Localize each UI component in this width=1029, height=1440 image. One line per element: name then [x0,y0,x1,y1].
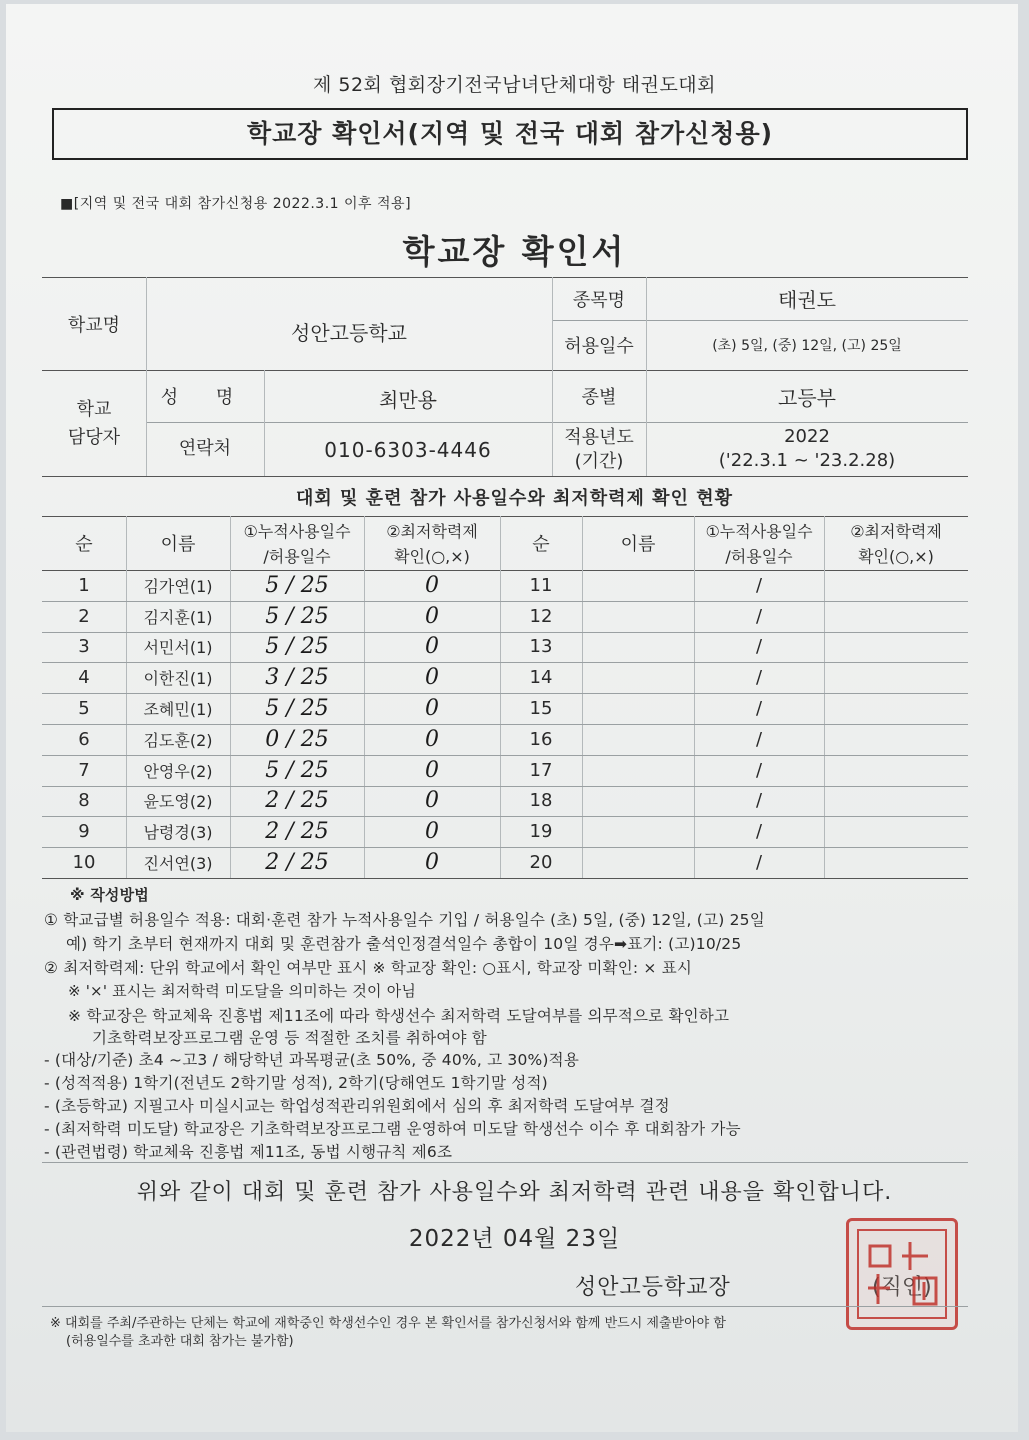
year-label-line1: 적용년도 [564,427,634,448]
left-cell-no: 6 [78,728,90,750]
left-cell-name: 조혜민(1) [143,700,213,720]
right-cell-name [582,816,694,847]
left-cell-check: 0 [425,572,439,598]
right-cell-check [824,570,968,601]
right-cell-days: / [755,636,763,658]
school-name-value: 성안고등학교 [291,321,407,345]
form-title: 학교장 확인서 [402,232,627,271]
official-seal-stamp [846,1218,958,1330]
right-cell-check [824,601,968,632]
left-cell-days: 5 / 25 [265,634,329,660]
instruction-line: ① 학교급별 허용일수 적용: 대회·훈련 참가 누적사용일수 기입 / 허용일수 (초) 5일, (중) 12일, (고) 25일 [44,911,765,929]
form-applicability-note: ■[지역 및 전국 대회 참가신청용 2022.3.1 이후 적용] [60,196,412,212]
right-cell-check [824,632,968,663]
left-cell-name: 김지훈(1) [143,607,213,627]
left-cell-days: 5 / 25 [265,572,329,598]
instructions-heading: ※ 작성방법 [70,886,149,904]
right-cell-days: / [755,698,763,720]
left-cell-check: 0 [425,726,439,752]
right-cell-name [582,632,694,663]
col-header-name-right: 이름 [620,534,656,555]
right-cell-no: 14 [529,667,553,689]
left-cell-no: 1 [78,574,90,596]
col-header-no-right: 순 [532,534,550,555]
status-section-title: 대회 및 훈련 참가 사용일수와 최저학력제 확인 현황 [295,488,733,509]
left-cell-no: 3 [78,636,90,658]
right-cell-days: / [755,728,763,750]
right-cell-name [582,786,694,817]
principal-signature: 성안고등학교장 [575,1275,731,1300]
right-cell-no: 13 [529,636,553,658]
confirmation-statement: 위와 같이 대회 및 훈련 참가 사용일수와 최저학력 관련 내용을 확인합니다. [136,1180,893,1205]
right-cell-name [582,601,694,632]
division-label: 종별 [581,387,617,408]
left-cell-name: 안영우(2) [143,761,213,781]
manager-label-line1: 학교 [76,399,112,420]
col-header-days-right-2: /허용일수 [725,547,793,566]
left-cell-no: 9 [78,821,90,843]
instruction-line: - (성적적용) 1학기(전년도 2학기말 성적), 2학기(당해연도 1학기말 성적) [44,1074,548,1092]
right-cell-days: / [755,759,763,781]
left-cell-name: 이한진(1) [143,669,213,689]
instruction-line: ※ '×' 표시는 최저학력 미도달을 의미하는 것이 아님 [68,982,417,1000]
left-cell-no: 8 [78,790,90,812]
col-header-no-left: 순 [75,534,93,555]
instruction-line: - (대상/기준) 초4 ~고3 / 해당학년 과목평균(초 50%, 중 40%, 고 30%)적용 [44,1051,580,1069]
document-title-box: 학교장 확인서(지역 및 전국 대회 참가신청용) [52,108,968,160]
right-cell-no: 16 [529,728,553,750]
right-cell-name [582,570,694,601]
right-cell-days: / [755,574,763,596]
right-cell-check [824,786,968,817]
sport-label: 종목명 [572,289,626,311]
instruction-line: - (관련법령) 학교체육 진흥법 제11조, 동법 시행규칙 제6조 [44,1143,453,1161]
right-cell-days: / [755,605,763,627]
right-cell-days: / [755,852,763,874]
left-cell-name: 김도훈(2) [143,730,213,750]
instruction-line: - (최저학력 미도달) 학교장은 기초학력보장프로그램 운영하여 미도달 학생선수 이수 후 대회참가 가능 [44,1120,741,1138]
left-cell-check: 0 [425,819,439,845]
right-cell-name [582,662,694,693]
left-cell-check: 0 [425,757,439,783]
right-cell-check [824,724,968,755]
issue-date: 2022년 04월 23일 [408,1226,621,1252]
manager-name-value: 최만용 [379,387,437,412]
year-label-line2: (기간) [574,451,624,472]
left-cell-name: 남령경(3) [143,823,213,843]
right-cell-no: 15 [529,698,553,720]
instruction-line: ② 최저학력제: 단위 학교에서 확인 여부만 표시 ※ 학교장 확인: ○표시, 학교장 미확인: × 표시 [44,959,693,977]
seal-label: (직인) [872,1275,932,1300]
left-cell-no: 10 [72,852,96,874]
left-cell-no: 2 [78,605,90,627]
right-cell-no: 17 [529,759,553,781]
manager-label-line2: 담당자 [67,427,121,448]
contact-value: 010-6303-4446 [324,438,492,462]
right-cell-no: 20 [529,852,553,874]
school-name-label: 학교명 [67,314,121,336]
col-header-days-left-1: ①누적사용일수 [243,522,351,541]
right-cell-days: / [755,790,763,812]
right-cell-no: 11 [529,574,553,596]
right-cell-check [824,816,968,847]
footnote-line-1: ※ 대회를 주최/주관하는 단체는 학교에 재학중인 학생선수인 경우 본 확인서를 참가신청서와 함께 반드시 제출받아야 함 [50,1316,726,1331]
division-value: 고등부 [778,385,836,410]
event-title: 제 52회 협회장기전국남녀단체대항 태권도대회 [312,74,717,96]
right-cell-name [582,755,694,786]
right-cell-check [824,847,968,878]
right-cell-check [824,662,968,693]
name-label: 성 명 [160,387,250,408]
left-cell-name: 윤도영(2) [143,792,213,812]
right-cell-days: / [755,667,763,689]
right-cell-check [824,693,968,724]
left-cell-days: 5 / 25 [265,603,329,629]
left-cell-days: 2 / 25 [265,788,329,814]
col-header-days-right-1: ①누적사용일수 [705,522,813,541]
left-cell-check: 0 [425,634,439,660]
right-cell-no: 12 [529,605,553,627]
right-cell-days: / [755,821,763,843]
left-cell-check: 0 [425,665,439,691]
left-cell-check: 0 [425,788,439,814]
left-cell-no: 4 [78,667,90,689]
left-cell-check: 0 [425,603,439,629]
year-value-line1: 2022 [784,425,830,447]
right-cell-name [582,693,694,724]
left-cell-no: 7 [78,759,90,781]
col-header-name-left: 이름 [160,534,196,555]
col-header-days-left-2: /허용일수 [263,547,331,566]
col-header-check-right-1: ②최저학력제 [850,522,942,541]
instruction-line: 예) 학기 초부터 현재까지 대회 및 훈련참가 출석인정결석일수 총합이 10일 경우➡표기: (고)10/25 [66,935,742,953]
right-cell-name [582,724,694,755]
left-cell-days: 3 / 25 [265,665,329,691]
instruction-line: - (초등학교) 지필고사 미실시교는 학업성적관리위원회에서 심의 후 최저학력 도달여부 결정 [44,1097,670,1115]
right-cell-name [582,847,694,878]
left-cell-no: 5 [78,698,90,720]
left-cell-days: 5 / 25 [265,696,329,722]
col-header-check-right-2: 확인(○,×) [858,547,934,566]
col-header-check-left-1: ②최저학력제 [386,522,478,541]
contact-label: 연락처 [178,438,232,459]
left-cell-name: 서민서(1) [143,638,213,658]
left-cell-days: 5 / 25 [265,757,329,783]
col-header-check-left-2: 확인(○,×) [394,547,470,566]
allowed-days-value: (초) 5일, (중) 12일, (고) 25일 [712,338,902,354]
left-cell-name: 김가연(1) [143,576,213,596]
footnote-line-2: (허용일수를 초과한 대회 참가는 불가함) [66,1334,294,1349]
instruction-line: 기초학력보장프로그램 운영 등 적절한 조치를 취하여야 함 [92,1029,487,1047]
left-cell-days: 2 / 25 [265,850,329,876]
left-cell-check: 0 [425,850,439,876]
left-cell-check: 0 [425,696,439,722]
right-cell-no: 18 [529,790,553,812]
left-cell-name: 진서연(3) [143,854,213,874]
left-cell-days: 0 / 25 [265,726,329,752]
allowed-days-label: 허용일수 [564,336,634,357]
sport-value: 태권도 [778,288,836,312]
right-cell-no: 19 [529,821,553,843]
year-value-line2: ('22.3.1 ~ '23.2.28) [718,449,896,471]
left-cell-days: 2 / 25 [265,819,329,845]
instruction-line: ※ 학교장은 학교체육 진흥법 제11조에 따라 학생선수 최저학력 도달여부를 의무적으로 확인하고 [68,1007,730,1025]
right-cell-check [824,755,968,786]
